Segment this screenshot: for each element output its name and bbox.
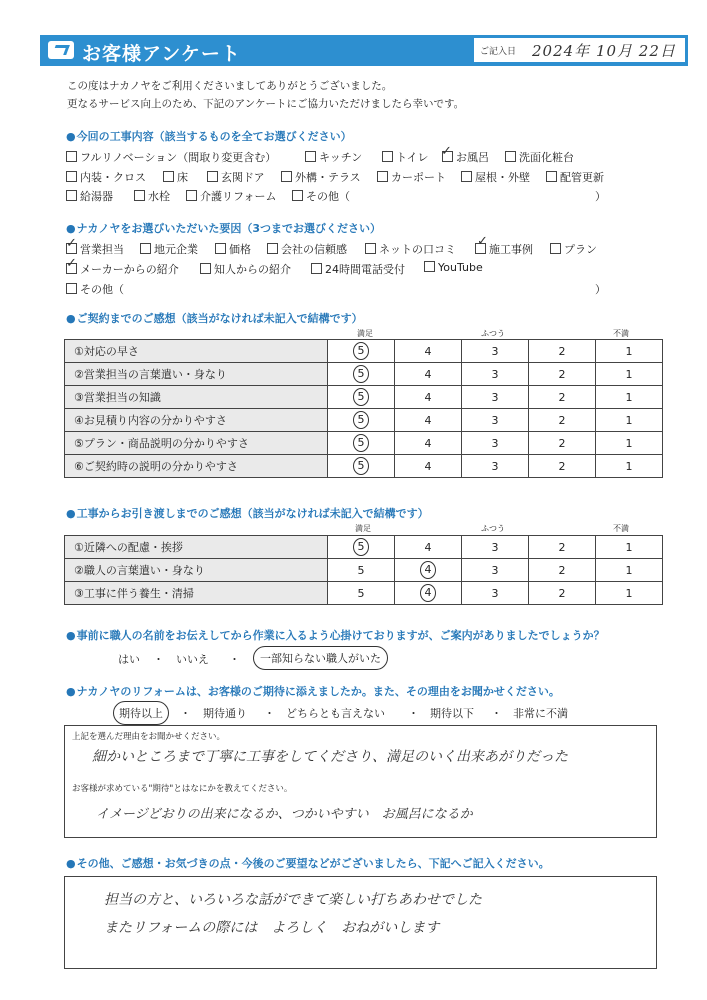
rating-value: 3 xyxy=(491,344,499,358)
q6-reason-label: 上記を選んだ理由をお聞かせください。 xyxy=(72,732,226,742)
q5-option[interactable]: はい xyxy=(118,653,140,666)
rating-cell[interactable] xyxy=(328,409,395,432)
rating-value-selected: 5 xyxy=(353,457,369,475)
rating-value: 4 xyxy=(424,436,432,450)
q1-option[interactable]: 内装・クロス xyxy=(66,169,146,185)
rating-value: 5 xyxy=(357,563,365,577)
rating-cell[interactable] xyxy=(328,559,395,582)
rating-cell[interactable] xyxy=(395,432,462,455)
rating-cell[interactable] xyxy=(328,536,395,559)
rating-row xyxy=(65,363,663,386)
rating-row xyxy=(65,432,663,455)
q7-comment-line-1: 担当の方と、いろいろな話ができて楽しい打ちあわせでした xyxy=(104,892,482,908)
q2-option-checked[interactable]: 営業担当 xyxy=(66,241,124,257)
rating-cell[interactable] xyxy=(462,340,529,363)
rating-value: 2 xyxy=(558,390,566,404)
rating-value: 3 xyxy=(491,390,499,404)
scale-mid: ふつう xyxy=(481,524,505,533)
rating-value: 3 xyxy=(491,436,499,450)
q6-option[interactable]: 期待以下 xyxy=(430,707,474,720)
q5-option-selected[interactable]: 一部知らない職人がいた xyxy=(253,646,388,670)
rating-value-selected: 5 xyxy=(353,411,369,429)
rating-value: 2 xyxy=(558,459,566,473)
rating-value: 1 xyxy=(625,390,633,404)
rating-value: 4 xyxy=(424,367,432,381)
rating-value: 3 xyxy=(491,540,499,554)
rating-cell[interactable] xyxy=(596,340,663,363)
q4-rating-table xyxy=(64,535,663,605)
q2-option-other[interactable]: その他（ xyxy=(66,281,124,297)
rating-value: 1 xyxy=(625,563,633,577)
checkmark-icon: ✓ xyxy=(477,234,488,249)
rating-cell[interactable] xyxy=(395,363,462,386)
rating-row-label: ⑥ご契約時の説明の分かりやすさ xyxy=(65,455,328,478)
scale-mid: ふつう xyxy=(481,329,505,338)
rating-cell[interactable] xyxy=(596,582,663,605)
q1-option[interactable]: 玄関ドア xyxy=(207,169,265,185)
rating-value-selected: 4 xyxy=(420,561,436,579)
q2-option-checked[interactable]: メーカーからの紹介 xyxy=(66,261,179,277)
rating-cell[interactable] xyxy=(395,340,462,363)
q2-option[interactable]: 地元企業 xyxy=(140,241,198,257)
q6-option[interactable]: 非常に不満 xyxy=(513,707,568,720)
q1-option[interactable]: 洗面化粧台 xyxy=(505,149,574,165)
rating-cell[interactable] xyxy=(596,363,663,386)
rating-cell[interactable] xyxy=(596,386,663,409)
q5-heading: ● 事前に職人の名前をお伝えしてから作業に入るよう心掛けておりますが、ご案内がありましたでしょうか？ xyxy=(66,627,605,643)
scale-low: 不満 xyxy=(613,524,629,533)
rating-cell[interactable] xyxy=(328,455,395,478)
q2-close-paren: ） xyxy=(595,283,606,296)
rating-cell[interactable] xyxy=(395,582,462,605)
rating-cell[interactable] xyxy=(462,432,529,455)
rating-value: 1 xyxy=(625,459,633,473)
rating-cell[interactable] xyxy=(462,536,529,559)
q6-option[interactable]: どちらとも言えない xyxy=(286,707,385,720)
company-logo-icon xyxy=(48,41,74,59)
rating-cell[interactable] xyxy=(328,386,395,409)
q1-option[interactable]: 介護リフォーム xyxy=(186,188,276,204)
separator: ・ xyxy=(180,707,191,720)
rating-cell[interactable] xyxy=(596,536,663,559)
rating-row xyxy=(65,559,663,582)
rating-cell[interactable] xyxy=(596,409,663,432)
rating-cell[interactable] xyxy=(529,386,596,409)
q1-option[interactable]: フルリノベーション（間取り変更含む） xyxy=(66,149,276,165)
rating-cell[interactable] xyxy=(596,432,663,455)
q7-heading: ● その他、ご感想・お気づきの点・今後のご要望などがございましたら、下記へご記入ください。 xyxy=(66,855,550,871)
rating-cell[interactable] xyxy=(395,455,462,478)
separator: ・ xyxy=(229,653,240,666)
rating-cell[interactable] xyxy=(462,582,529,605)
checkmark-icon: ✓ xyxy=(66,256,77,271)
q1-option-other[interactable]: その他（ xyxy=(292,188,350,204)
rating-cell[interactable] xyxy=(529,455,596,478)
q1-option[interactable]: キッチン xyxy=(305,149,362,165)
scale-low: 不満 xyxy=(613,329,629,338)
rating-cell[interactable] xyxy=(462,386,529,409)
q1-option[interactable]: 外構・テラス xyxy=(281,169,361,185)
q2-option-checked[interactable]: 施工事例 xyxy=(475,241,533,257)
q2-option[interactable]: YouTube xyxy=(424,261,483,274)
q7-comment-line-2: またリフォームの際には よろしく おねがいします xyxy=(104,920,440,936)
q1-option[interactable]: 給湯器 xyxy=(66,188,113,204)
q6-expect-label: お客様が求めている"期待"とはなにかを教えてください。 xyxy=(72,784,293,794)
rating-row xyxy=(65,386,663,409)
checkmark-icon: ✓ xyxy=(66,236,77,251)
rating-value: 2 xyxy=(558,563,566,577)
rating-value: 2 xyxy=(558,344,566,358)
rating-row-label: ①近隣への配慮・挨拶 xyxy=(65,536,328,559)
rating-row-label: ①対応の早さ xyxy=(65,340,328,363)
rating-value-selected: 5 xyxy=(353,365,369,383)
rating-value: 2 xyxy=(558,413,566,427)
rating-row xyxy=(65,455,663,478)
q3-heading: ● ご契約までのご感想（該当がなければ未記入で結構です） xyxy=(66,310,363,326)
rating-value: 2 xyxy=(558,436,566,450)
q1-option-checked[interactable]: お風呂 xyxy=(442,149,489,165)
rating-cell[interactable] xyxy=(395,536,462,559)
rating-value: 2 xyxy=(558,540,566,554)
rating-cell[interactable] xyxy=(328,582,395,605)
q6-heading: ● ナカノヤのリフォームは、お客様のご期待に添えましたか。また、その理由をお聞かせください。 xyxy=(66,683,560,699)
q4-heading: ● 工事からお引き渡しまでのご感想（該当がなければ未記入で結構です） xyxy=(66,505,429,521)
page-title: お客様アンケート xyxy=(82,43,241,65)
checkmark-icon: ✓ xyxy=(441,144,452,159)
rating-cell[interactable] xyxy=(395,559,462,582)
rating-value: 3 xyxy=(491,563,499,577)
rating-value-selected: 5 xyxy=(353,388,369,406)
rating-cell[interactable] xyxy=(529,409,596,432)
rating-value: 1 xyxy=(625,367,633,381)
rating-row-label: ②職人の言葉遣い・身なり xyxy=(65,559,328,582)
rating-value: 5 xyxy=(357,586,365,600)
rating-cell[interactable] xyxy=(529,340,596,363)
rating-row-label: ②営業担当の言葉遣い・身なり xyxy=(65,363,328,386)
rating-value: 2 xyxy=(558,367,566,381)
rating-value: 1 xyxy=(625,413,633,427)
rating-value: 3 xyxy=(491,367,499,381)
rating-cell[interactable] xyxy=(462,363,529,386)
q2-option[interactable]: 価格 xyxy=(215,241,251,257)
rating-cell[interactable] xyxy=(328,432,395,455)
q1-heading: ● 今回の工事内容（該当するものを全てお選びください） xyxy=(66,128,352,144)
rating-value: 3 xyxy=(491,413,499,427)
rating-value-selected: 4 xyxy=(420,584,436,602)
q1-option[interactable]: 水栓 xyxy=(134,188,170,204)
rating-cell[interactable] xyxy=(529,559,596,582)
date-label: ご記入日 xyxy=(480,47,517,57)
q6-option-selected[interactable]: 期待以上 xyxy=(113,701,169,725)
rating-cell[interactable] xyxy=(395,409,462,432)
q1-option[interactable]: カーポート xyxy=(377,169,446,185)
rating-value: 1 xyxy=(625,436,633,450)
q2-heading: ● ナカノヤをお選びいただいた要因（3つまでお選びください） xyxy=(66,220,381,236)
rating-value-selected: 5 xyxy=(353,434,369,452)
rating-row-label: ③営業担当の知識 xyxy=(65,386,328,409)
scale-high: 満足 xyxy=(355,524,371,533)
rating-value: 1 xyxy=(625,586,633,600)
q1-close-paren: ） xyxy=(595,190,606,203)
rating-value: 4 xyxy=(424,344,432,358)
rating-value: 4 xyxy=(424,390,432,404)
rating-cell[interactable] xyxy=(596,455,663,478)
rating-value: 4 xyxy=(424,459,432,473)
rating-value: 1 xyxy=(625,344,633,358)
rating-value: 4 xyxy=(424,540,432,554)
rating-cell[interactable] xyxy=(529,582,596,605)
q1-option[interactable]: 屋根・外壁 xyxy=(461,169,530,185)
rating-cell[interactable] xyxy=(529,432,596,455)
q2-option[interactable]: 知人からの紹介 xyxy=(200,261,291,277)
q6-expect-text: イメージどおりの出来になるか、つかいやすい お風呂になるか xyxy=(96,807,473,822)
rating-row xyxy=(65,409,663,432)
rating-value: 2 xyxy=(558,586,566,600)
rating-cell[interactable] xyxy=(395,386,462,409)
q1-option[interactable]: 配管更新 xyxy=(546,169,604,185)
separator: ・ xyxy=(264,707,275,720)
q2-option[interactable]: ネットの口コミ xyxy=(365,241,456,257)
rating-row-label: ⑤プラン・商品説明の分かりやすさ xyxy=(65,432,328,455)
rating-value: 3 xyxy=(491,459,499,473)
q3-rating-table xyxy=(64,339,663,478)
q2-option[interactable]: 会社の信頼感 xyxy=(267,241,347,257)
rating-value-selected: 5 xyxy=(353,538,369,556)
rating-value: 4 xyxy=(424,413,432,427)
rating-cell[interactable] xyxy=(529,363,596,386)
date-value: 2024年 10月 22日 xyxy=(532,42,676,60)
rating-cell[interactable] xyxy=(529,536,596,559)
intro-line-2: 更なるサービス向上のため、下記のアンケートにご協力いただけましたら幸いです。 xyxy=(67,98,465,110)
rating-value: 1 xyxy=(625,540,633,554)
rating-value: 3 xyxy=(491,586,499,600)
rating-cell[interactable] xyxy=(328,340,395,363)
rating-row-label: ③工事に伴う養生・清掃 xyxy=(65,582,328,605)
rating-row xyxy=(65,536,663,559)
rating-cell[interactable] xyxy=(462,455,529,478)
scale-high: 満足 xyxy=(357,329,373,338)
rating-row-label: ④お見積り内容の分かりやすさ xyxy=(65,409,328,432)
rating-row xyxy=(65,340,663,363)
rating-cell[interactable] xyxy=(328,363,395,386)
rating-value-selected: 5 xyxy=(353,342,369,360)
q1-option[interactable]: 床 xyxy=(163,169,188,185)
q2-option[interactable]: プラン xyxy=(550,241,597,257)
rating-row xyxy=(65,582,663,605)
separator: ・ xyxy=(408,707,419,720)
rating-cell[interactable] xyxy=(462,409,529,432)
separator: ・ xyxy=(153,653,164,666)
rating-cell[interactable] xyxy=(462,559,529,582)
q1-option[interactable]: トイレ xyxy=(382,149,428,165)
q5-option[interactable]: いいえ xyxy=(176,653,209,666)
q2-option[interactable]: 24時間電話受付 xyxy=(311,261,405,277)
separator: ・ xyxy=(491,707,502,720)
q6-reason-text: 細かいところまで丁寧に工事をしてくださり、満足のいく出来あがりだった xyxy=(92,749,568,765)
rating-cell[interactable] xyxy=(596,559,663,582)
q6-option[interactable]: 期待通り xyxy=(203,707,247,720)
intro-line-1: この度はナカノヤをご利用くださいましてありがとうございました。 xyxy=(67,80,393,92)
